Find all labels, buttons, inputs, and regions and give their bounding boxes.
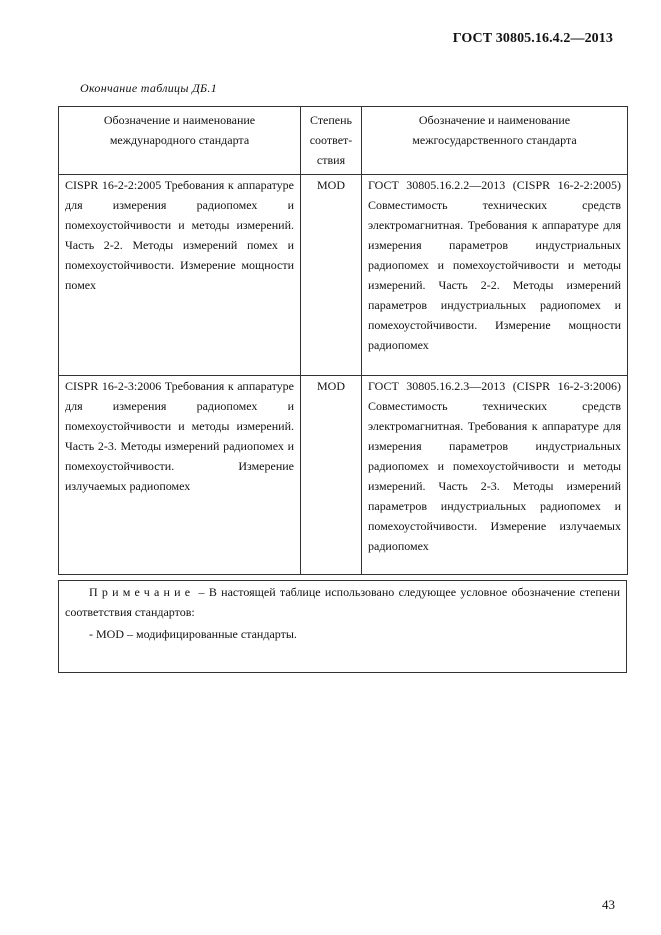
note-body: – В настоящей таблице использовано следующее условное обозначение степени соответствия стандартов: bbox=[65, 585, 620, 619]
table-header-row bbox=[59, 107, 628, 175]
standards-table bbox=[58, 106, 628, 575]
document-code: ГОСТ 30805.16.4.2—2013 bbox=[452, 31, 613, 46]
header-line: Обозначение и наименование bbox=[103, 113, 256, 127]
table-row bbox=[59, 175, 628, 376]
header-line: Степень bbox=[309, 113, 353, 127]
table-continuation-caption: Окончание таблицы ДБ.1 bbox=[80, 81, 218, 95]
table-row bbox=[59, 376, 628, 575]
note-label: Примечание bbox=[89, 585, 195, 599]
note-text bbox=[65, 582, 620, 622]
header-line: соответ- bbox=[309, 133, 353, 147]
cell-international-standard: CISPR 16-2-3:2006 Требования к аппаратуре для измерения радиопомех и помехоустойчивости и методы измерений. Часть 2-3. Методы измерений радиопомех и помехоустойчивости. Измерение излучаемых радиопомех bbox=[59, 376, 301, 575]
cell-degree: MOD bbox=[301, 175, 362, 376]
header-degree-of-conformity bbox=[301, 107, 362, 175]
page-number: 43 bbox=[602, 897, 615, 912]
cell-interstate-standard: ГОСТ 30805.16.2.3—2013 (CISPR 16-2-3:2006) Совместимость технических средств электромагнитная. Требования к аппаратуре для измерения параметров индустриальных радиопомех и помехоустойчивости и методы измерений. Часть 2-3. Методы измерений параметров индустриальных радиопомех и помехоустойчивости. Измерение излучаемых радиопомех bbox=[362, 376, 628, 575]
header-line: ствия bbox=[316, 153, 346, 167]
header-line: международного стандарта bbox=[109, 133, 250, 147]
table-note bbox=[58, 580, 627, 673]
cell-interstate-standard: ГОСТ 30805.16.2.2—2013 (CISPR 16-2-2:2005) Совместимость технических средств электромагнитная. Требования к аппаратуре для измерения параметров индустриальных радиопомех и помехоустойчивости и методы измерений. Часть 2-2. Методы измерений параметров индустриальных радиопомех и помехоустойчивости. Измерение мощности радиопомех bbox=[362, 175, 628, 376]
note-list-item: - MOD – модифицированные стандарты. bbox=[89, 627, 297, 641]
header-international-standard bbox=[59, 107, 301, 175]
header-line: межгосударственного стандарта bbox=[412, 133, 577, 147]
cell-degree: MOD bbox=[301, 376, 362, 575]
cell-international-standard: CISPR 16-2-2:2005 Требования к аппаратуре для измерения радиопомех и помехоустойчивости и методы измерений. Часть 2-2. Методы измерений помех и помехоустойчивости. Измерение мощности помех bbox=[59, 175, 301, 376]
header-interstate-standard bbox=[362, 107, 628, 175]
header-line: Обозначение и наименование bbox=[418, 113, 571, 127]
